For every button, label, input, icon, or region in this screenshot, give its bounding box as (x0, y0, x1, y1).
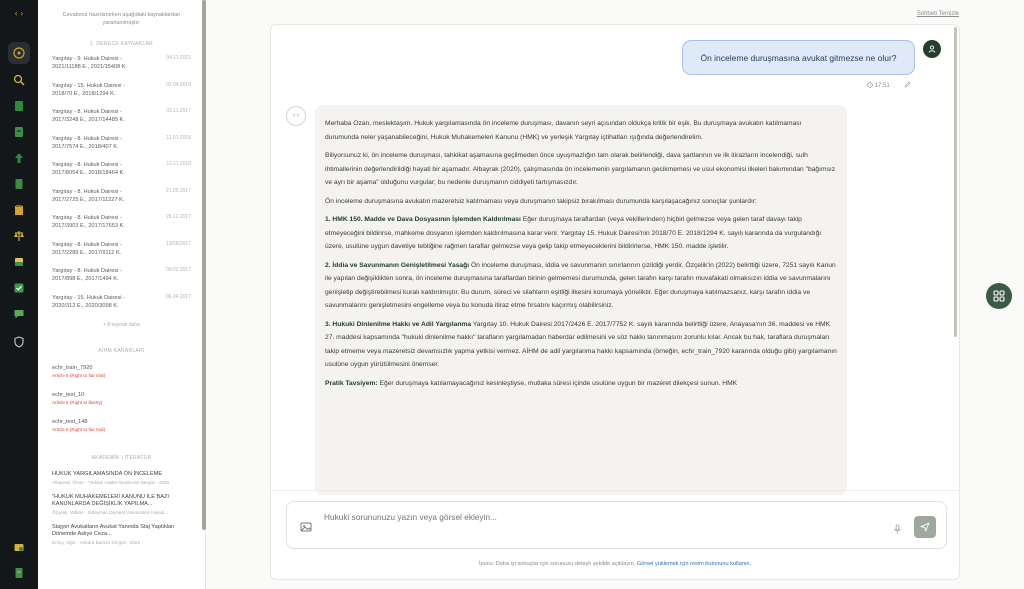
case-item[interactable]: Yargıtay - 8. Hukuk Dairesi - 2017/2725 E., 2017/11227 K. 21.09.2017 (52, 187, 191, 203)
clock-icon (867, 82, 873, 88)
case-item[interactable]: Yargıtay - 8. Hukuk Dairesi - 2017/8054 E., 2018/18464 K. 12.11.2018 (52, 161, 191, 176)
apps-grid-button[interactable] (986, 283, 1012, 309)
chat-scrollbar[interactable] (954, 27, 957, 337)
case-item[interactable]: Yargıtay - 8. Hukuk Dairesi - 2017/7574 E., 2018/407 K. 11.01.2018 (52, 134, 191, 150)
composer (286, 501, 947, 549)
case-item[interactable]: Yargıtay - 8. Hukuk Dairesi - 2017/3248 E., 2017/14485 K. 02.11.2017 (52, 108, 191, 123)
section-title-echr: AİHM KARARLARI (98, 348, 145, 354)
image-upload-icon[interactable] (300, 520, 312, 532)
literature-item[interactable]: "HUKUK MUHAKEMELERİ KANUNU İLE BAZI KANUNLARDA DEĞİŞİKLİK YAPILMA... Özçelik, Volkan - Süleyman Demirel Üniversitesi Hukuk... (52, 493, 169, 515)
section-title-literature: AKADEMİK LİTERATÜR (91, 455, 152, 461)
bot-avatar: ‹ › (286, 106, 306, 126)
case-item[interactable]: Yargıtay - 8. Hukuk Dairesi - 2017/2289 E., 2017/9112 K. 13/06/2017 (52, 240, 191, 256)
document-edit-icon[interactable] (11, 124, 27, 140)
message-input[interactable] (324, 512, 864, 522)
more-sources-link[interactable]: + 8 kaynak daha (103, 322, 140, 328)
bot-paragraph: Biliyorsunuz ki, ön inceleme duruşması, tahkikat aşamasına geçilmeden önce uyuşmazlığın tam olarak belirlendiği, dava şartlarının ve ilk itirazların incelendiği, sulh ihtimallerinin değerlendirildiği hayati bir aşamadır. Albayrak (2020), çalışmasında ön incelemenin yargılamanın gecikmemesi ve usul ekonomisi ilkeleri bakımından "bağımsız ve ayrı bir aşama" olduğunu vurgular; bu nedenle duruşmanın ciddiyeti tartışmasızdır. (325, 152, 836, 186)
check-icon[interactable] (11, 280, 27, 296)
chat-icon[interactable] (11, 306, 27, 322)
clear-chat-link[interactable]: Sohbeti Temizle (916, 11, 959, 17)
law-book-icon[interactable] (11, 202, 27, 218)
case-item[interactable]: Yargıtay - 15. Hukuk Dairesi - 2018/70 E., 2018/1294 K. 02.04.2018 (52, 81, 191, 97)
shield-icon[interactable] (11, 334, 27, 350)
composer-divider (271, 490, 959, 491)
sources-scrollbar[interactable] (202, 0, 206, 530)
user-message: Ön inceleme duruşmasına avukat gitmezse ne olur? (682, 40, 915, 75)
send-icon (920, 522, 930, 532)
case-item[interactable]: Yargıtay - 8. Hukuk Dairesi - 2017/898 E., 2017/1494 K. 09.02.2017 (52, 267, 191, 282)
bot-paragraph: Ön inceleme duruşmasına avukatın mazeretsiz katılmaması veya duruşmanın takipsiz bırakılması durumunda karşılaşacağınız sonuçlar şunlardır: (325, 197, 757, 205)
bot-paragraph: 3. Hukuki Dinlenilme Hakkı ve Adil Yargılanma Yargıtay 10. Hukuk Dairesi 2017/2426 E. 2017/7752 K. sayılı kararında belirttiği üzere, Anayasa'nın 36. maddesi ve HMK 27. maddesi kapsamında "hukuki dinlenilme hakkı" tarafların yargılamadan haberdar edilmesini ve söz hakkı tanınmasını zorunlu kılar. Ancak bu hak, taraflara duruşmaları takip etmeme veya mazeretsiz devamsızlık yapma yetkisi vermez. AİHM de adil yargılanma hakkı kapsamında (örneğin, echr_train_7920 kararında olduğu gibi) yargılamanın usulüne uygun yürütülmesini önemser. (325, 320, 837, 368)
compass-icon[interactable] (8, 42, 30, 64)
archive-icon[interactable] (11, 254, 27, 270)
upload-icon[interactable] (11, 150, 27, 166)
literature-item[interactable]: Stajyer Avukatların Avukat Yanında Staj Yaptıkları Dönemde Asliye Ceza... Ersoy, Uğur - Ankara Barosu Dergisi - 2022 (52, 523, 175, 545)
microphone-icon[interactable] (892, 522, 903, 533)
sources-intro: Cevabınız hazırlanırken aşağıdaki kaynaklardan yararlanılmıştır: (62, 12, 181, 26)
bot-paragraph: Pratik Tavsiyem: Eğer duruşmaya katılamayacağınız kesinleştiyse, mutlaka süresi içinde usulüne uygun bir mazeret dilekçesi sunun. HMK (325, 379, 738, 387)
document-icon[interactable] (11, 565, 27, 581)
chat-panel (270, 24, 960, 580)
icon-rail (0, 0, 38, 589)
echr-item[interactable]: echr_train_7920 Article 6 (Right to fair trial) (52, 365, 106, 378)
message-time (867, 82, 890, 89)
bot-paragraph: 1. HMK 150. Madde ve Dava Dosyasının İşlemden Kaldırılması Eğer duruşmaya taraflardan (veya vekillerinden) hiçbiri gelmezse veya gelen taraf davayı takip etmeyeceğini bildirirse, mahkeme dosyanın işlemden kaldırılmasına karar verir. Yargıtay 15. Hukuk Dairesi'nin 2018/70 E. 2018/1294 K. sayılı kararında da vurgulandığı üzere, usulüne uygun davetiye tebliğine rağmen taraflar gelmezse veya gelip takip etmeyeceklerini bildirirlerse, HMK 150. madde işletilir. (325, 216, 822, 250)
sources-panel (38, 0, 206, 589)
case-item[interactable]: Yargıtay - 8. Hukuk Dairesi - 2017/3903 E., 2017/17653 K. 28.12.2017 (52, 214, 191, 229)
user-avatar-icon (923, 40, 941, 58)
tip-text: İpucu: Daha iyi sonuçlar için sorunuzu detaylı şekilde açıklayın. Görsel yüklemek için resim butonunu kullanın. (478, 561, 752, 567)
literature-item[interactable]: HUKUK YARGILAMASINDA ÖN İNCELEME Albayrak, Ömer - Türkiye Adalet Akademisi Dergisi - 2020 (52, 471, 170, 485)
edit-icon[interactable] (904, 81, 911, 90)
bot-paragraph: Merhaba Ozan, meslektaşım. Hukuk yargılamasında ön inceleme duruşması, davanın seyri açısından oldukça kritik bir eşik. Bu duruşmaya avukatın katılmaması durumunda neler yaşanabileceğini, Hukuk Muhakemeleri Kanunu (HMK) ve yerleşik Yargıtay içtihatları ışığında değerlendirelim. (325, 120, 802, 141)
folder-gear-icon[interactable] (11, 539, 27, 555)
message-meta (867, 81, 911, 90)
grid-icon (993, 290, 1005, 302)
section-title-primary-sources: 1. DERECE KAYNAKLAR (89, 41, 154, 47)
case-item[interactable]: Yargıtay - 15. Hukuk Dairesi - 2020/312 E., 2020/3098 K. 06.04.2017 (52, 293, 191, 309)
case-item[interactable]: Yargıtay - 9. Hukuk Dairesi - 2021/11188 E., 2021/15408 K. 04.11.2021 (52, 55, 191, 70)
book-icon[interactable] (11, 98, 27, 114)
tip-link[interactable]: Görsel yüklemek için resim butonunu kullanın. (636, 561, 752, 567)
scale-icon[interactable] (11, 228, 27, 244)
send-button[interactable] (914, 516, 936, 538)
bot-message (315, 105, 847, 495)
echr-item[interactable]: echr_test_10 Article 5 (Right to liberty) (52, 392, 103, 405)
bot-paragraph: 2. İddia ve Savunmanın Genişletilmesi Yasağı Ön inceleme duruşması, iddia ve savunmanın sınırlarının çizildiği yerdir. Özçelik'in (2022) belirttiği üzere, 7251 sayılı Kanun ile yapılan değişiklikten sonra, ön inceleme duruşmasına taraflardan birinin gelmemesi durumunda, gelen tarafın karşı tarafın muvafakati olmaksızın iddia ve savunmalarını genişletip değiştirebilmesi kuralı kaldırılmıştır. Bu durum, süreci ve silahların eşitliği ilkesini korumaya yöneliktir. Eğer duruşmaya katılmazsanız, karşı tarafın iddia ve savunmalarını genişletmesini engelleme veya bu konuda itiraz etme fırsatını kaçırmış olabilirsiniz. (325, 261, 836, 309)
app-logo[interactable]: ‹ › (14, 9, 24, 18)
file-icon[interactable] (11, 176, 27, 192)
search-icon[interactable] (11, 72, 27, 88)
echr-item[interactable]: echr_test_148 Article 6 (Right to fair trial) (52, 419, 106, 432)
message-time-text: 17:51 (874, 83, 890, 89)
